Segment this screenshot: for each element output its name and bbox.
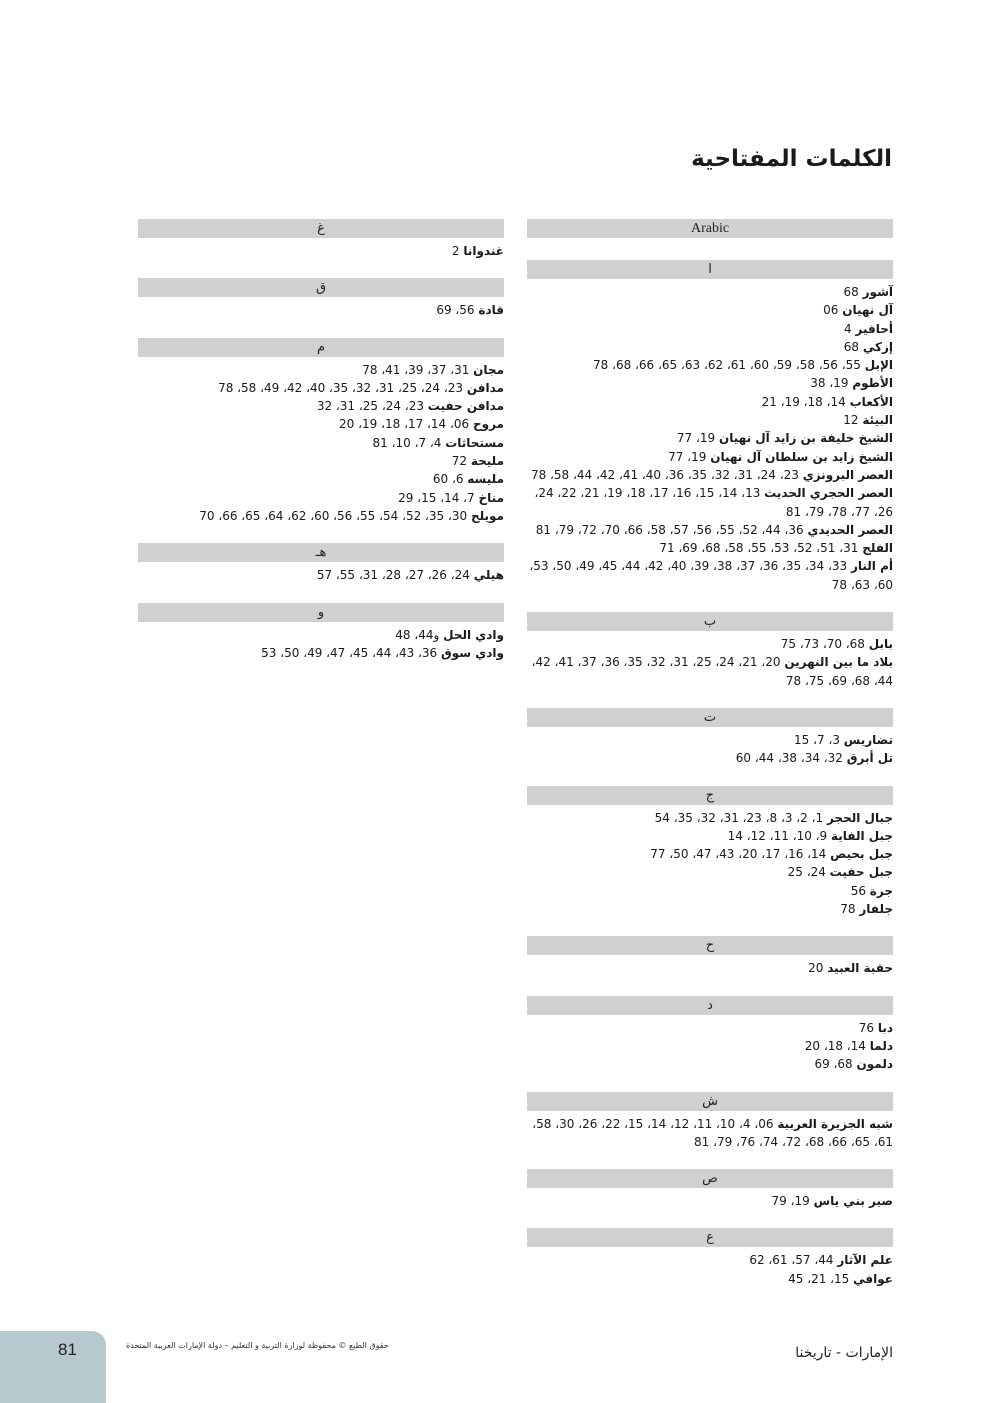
index-pages: 7، 14، 15، 29 <box>398 490 475 505</box>
index-term: جلفار <box>859 902 893 917</box>
index-term: جبل حفيت <box>829 865 893 880</box>
index-pages: 68، 70، 73، 75 <box>780 637 865 652</box>
index-term: مروح <box>472 417 504 432</box>
copyright-notice: حقوق الطبع © محفوظة لوزارة التربية و التعليم – دولة الإمارات العربية المتحدة <box>126 1341 389 1350</box>
index-term: الأكعاب <box>849 394 893 409</box>
index-pages: 14، 18، 19، 21 <box>761 394 846 409</box>
index-term: بابل <box>868 637 893 652</box>
index-entry <box>138 489 504 507</box>
section-header: ا <box>527 260 893 279</box>
index-pages: 14، 18، 20 <box>804 1038 866 1053</box>
section-entries <box>527 1188 893 1210</box>
index-pages: 19، 38 <box>810 376 849 391</box>
index-pages: 56 <box>850 883 866 898</box>
index-pages: 24، 25 <box>787 865 826 880</box>
index-pages: 13، 14، 15، 16، 17، 18، 19، 21، 22، 24، 26، 77، 78، 79، 81 <box>534 486 893 519</box>
index-entry <box>138 626 504 644</box>
index-term: العصر البرونزي <box>802 467 893 482</box>
index-pages: 19، 77 <box>668 449 707 464</box>
index-entry <box>527 731 893 749</box>
index-pages: 4، 7، 10، 81 <box>372 435 442 450</box>
section-header: ت <box>527 708 893 727</box>
index-term: قادة <box>478 303 504 318</box>
page-title: الكلمات المفتاحية <box>691 146 892 172</box>
index-term: أحافير <box>855 321 893 336</box>
index-entry <box>527 635 893 653</box>
index-entry <box>527 466 893 484</box>
index-pages: 32، 34، 38، 44، 60 <box>735 751 843 766</box>
index-pages: 30، 35، 52، 54، 55، 56، 60، 62، 64، 65، 66، 70 <box>199 508 468 523</box>
index-term: تل أبرق <box>846 751 893 766</box>
index-entry <box>527 1019 893 1037</box>
index-pages: 23، 24، 31، 32، 35، 36، 40، 41، 42، 44، 58، 78 <box>530 467 799 482</box>
index-entry <box>527 809 893 827</box>
index-term: إزكي <box>862 339 893 354</box>
index-pages: 78 <box>840 902 856 917</box>
page-number: 81 <box>58 1340 77 1359</box>
index-term: علم الآثار <box>837 1253 893 1268</box>
index-term: وادي الحل <box>443 627 504 642</box>
index-term: العصر الحديدي <box>807 522 893 537</box>
index-entry <box>527 557 893 594</box>
index-term: مدافن <box>466 380 504 395</box>
index-pages: 12 <box>843 413 859 428</box>
index-pages: 3، 7، 15 <box>794 732 840 747</box>
book-title: الإمارات - تاريخنا <box>795 1345 893 1361</box>
index-entry <box>527 448 893 466</box>
section-header: د <box>527 996 893 1015</box>
index-term: الشيخ خليفة بن زايد آل نهيان <box>719 431 893 446</box>
index-entry <box>138 301 504 319</box>
index-entry <box>527 1192 893 1210</box>
section-header: غ <box>138 219 504 238</box>
section-entries <box>138 622 504 663</box>
index-term: البيئة <box>862 413 893 428</box>
index-pages: 23، 24، 25، 31، 32، 35، 40، 42، 49، 58، 78 <box>218 380 464 395</box>
index-term: مدافن حفيت <box>427 399 504 414</box>
index-pages: 19، 77 <box>676 431 716 446</box>
index-entry <box>527 356 893 374</box>
index-pages: 6، 60 <box>432 472 464 487</box>
section-entries <box>527 805 893 919</box>
section-header: ص <box>527 1169 893 1188</box>
index-entry <box>138 452 504 470</box>
index-pages: 9، 10، 11، 12، 14 <box>727 828 828 843</box>
section-header: هـ <box>138 543 504 562</box>
index-entry <box>527 338 893 356</box>
index-term: دلمون <box>856 1057 893 1072</box>
index-term: مناخ <box>478 490 504 505</box>
index-term: دبا <box>877 1020 893 1035</box>
index-entry <box>138 644 504 662</box>
section-entries <box>527 279 893 594</box>
index-column-left <box>138 219 504 680</box>
index-pages: 06، 14، 17، 18، 19، 20 <box>339 417 470 432</box>
index-entry <box>527 845 893 863</box>
section-header: و <box>138 603 504 622</box>
index-entry <box>138 470 504 488</box>
section-entries <box>527 955 893 977</box>
index-term: مليسه <box>467 472 504 487</box>
index-entry <box>527 374 893 392</box>
index-entry <box>527 1055 893 1073</box>
index-entry <box>527 411 893 429</box>
index-pages: 19، 79 <box>771 1194 810 1209</box>
index-pages: 68 <box>843 285 859 299</box>
section-header: ب <box>527 612 893 631</box>
index-pages: 31، 37، 39، 41، 78 <box>362 362 470 377</box>
section-entries <box>138 357 504 526</box>
index-pages: 1، 2، 3، 8، 23، 31، 32، 35، 54 <box>654 810 824 825</box>
index-term: الفلج <box>862 541 893 556</box>
section-entries <box>527 1111 893 1152</box>
index-pages: 36، 44، 52، 55، 56، 57، 58، 66، 70، 72، 79، 81 <box>535 522 804 537</box>
index-term: جبل بحيص <box>830 847 893 862</box>
index-entry <box>138 361 504 379</box>
index-pages: 23، 24، 25، 31، 32 <box>316 399 424 414</box>
section-entries <box>138 297 504 319</box>
index-term: حقبة العبيد <box>827 961 893 976</box>
section-entries <box>527 1015 893 1074</box>
index-term: تضاريس <box>843 732 893 747</box>
index-pages: 68، 69 <box>814 1057 853 1072</box>
index-entry <box>527 301 893 319</box>
index-pages: 06 <box>823 303 839 318</box>
index-entry <box>527 749 893 767</box>
section-entries <box>138 562 504 584</box>
section-entries <box>527 631 893 690</box>
index-pages: 72 <box>451 454 468 469</box>
index-term: أم النار <box>850 559 893 574</box>
index-entry <box>527 1037 893 1055</box>
index-entry <box>527 429 893 447</box>
index-pages: 14، 16، 17، 20، 43، 47، 50، 77 <box>650 847 827 862</box>
index-pages: 2 <box>451 244 460 258</box>
index-entry <box>138 397 504 415</box>
index-term: آل نهيان <box>842 303 893 318</box>
index-pages: 4 <box>844 321 852 336</box>
index-term: آشور <box>862 285 893 299</box>
index-term: الإبل <box>864 358 893 373</box>
index-term: وادي سوق <box>441 645 504 660</box>
index-entry <box>527 827 893 845</box>
index-entry <box>527 484 893 521</box>
index-entry <box>138 507 504 525</box>
index-term: الأطوم <box>852 376 893 391</box>
index-entry <box>527 900 893 918</box>
index-term: مستحاثات <box>445 435 504 450</box>
index-entry <box>527 863 893 881</box>
section-header: ش <box>527 1092 893 1111</box>
index-entry <box>527 653 893 690</box>
index-entry <box>527 1270 893 1288</box>
section-entries <box>527 1247 893 1288</box>
index-pages: 68 <box>843 339 860 354</box>
index-term: شبه الجزيرة العربية <box>777 1116 893 1131</box>
section-entries <box>138 238 504 260</box>
index-term: مليحة <box>470 454 504 469</box>
index-entry <box>527 539 893 557</box>
index-entry <box>527 521 893 539</box>
index-term: مويلح <box>470 508 504 523</box>
index-entry <box>527 882 893 900</box>
section-header: Arabic <box>527 219 893 238</box>
index-term: جبل الفاية <box>831 828 893 843</box>
index-term: غندوانا <box>463 244 504 258</box>
index-pages: 24، 26، 27، 28، 31، 55، 57 <box>316 568 470 583</box>
index-pages: و44، 48 <box>395 627 440 642</box>
index-term: الشيخ زايد بن سلطان آل نهيان <box>710 449 893 464</box>
index-entry <box>138 566 504 584</box>
index-term: صير بني ياس <box>813 1194 893 1209</box>
index-pages: 15، 21، 45 <box>788 1271 850 1286</box>
index-entry <box>527 1115 893 1152</box>
section-entries <box>527 727 893 768</box>
index-pages: 55، 56، 58، 59، 60، 61، 62، 63، 65، 66، 68، 78 <box>592 358 861 373</box>
section-header: ع <box>527 1228 893 1247</box>
section-entries <box>527 238 893 242</box>
index-entry <box>527 283 893 301</box>
index-entry <box>527 320 893 338</box>
section-header: ج <box>527 786 893 805</box>
index-entry <box>138 379 504 397</box>
index-entry <box>527 1251 893 1269</box>
section-header: م <box>138 338 504 357</box>
index-pages: 56، 69 <box>436 303 475 318</box>
index-term: جبال الحجر <box>826 810 893 825</box>
index-pages: 31، 51، 52، 53، 55، 58، 68، 69، 71 <box>659 541 859 556</box>
index-term: بلاد ما بين النهرين <box>784 655 893 670</box>
index-pages: 33، 34، 35، 36، 37، 38، 39، 40، 42، 44، 45، 49، 50، 53، 60، 63، 78 <box>529 559 893 592</box>
section-header: ح <box>527 936 893 955</box>
index-pages: 06، 4، 10، 11، 12، 14، 15، 22، 26، 30، 58، 61، 65، 66، 68، 72، 74، 76، 79، 81 <box>532 1116 893 1149</box>
index-pages: 44، 57، 61، 62 <box>749 1253 834 1268</box>
index-term: عوافي <box>853 1271 893 1286</box>
index-pages: 36، 43، 44، 45، 47، 49، 50، 53 <box>261 645 438 660</box>
index-pages: 20 <box>808 961 824 976</box>
index-column-right <box>527 219 893 1306</box>
index-term: العصر الحجري الحديث <box>764 486 893 501</box>
index-entry <box>138 415 504 433</box>
index-term: جرة <box>869 883 893 898</box>
index-term: مجان <box>473 362 504 377</box>
index-pages: 20، 21، 24، 25، 31، 32، 35، 36، 37، 41، 42، 44، 68، 69، 75، 78 <box>531 655 893 688</box>
index-pages: 76 <box>858 1020 874 1035</box>
index-term: دلما <box>869 1038 893 1053</box>
index-entry <box>138 434 504 452</box>
index-entry <box>527 393 893 411</box>
index-entry <box>527 959 893 977</box>
section-header: ق <box>138 278 504 297</box>
index-entry <box>138 242 504 260</box>
index-term: هيلي <box>473 568 504 583</box>
